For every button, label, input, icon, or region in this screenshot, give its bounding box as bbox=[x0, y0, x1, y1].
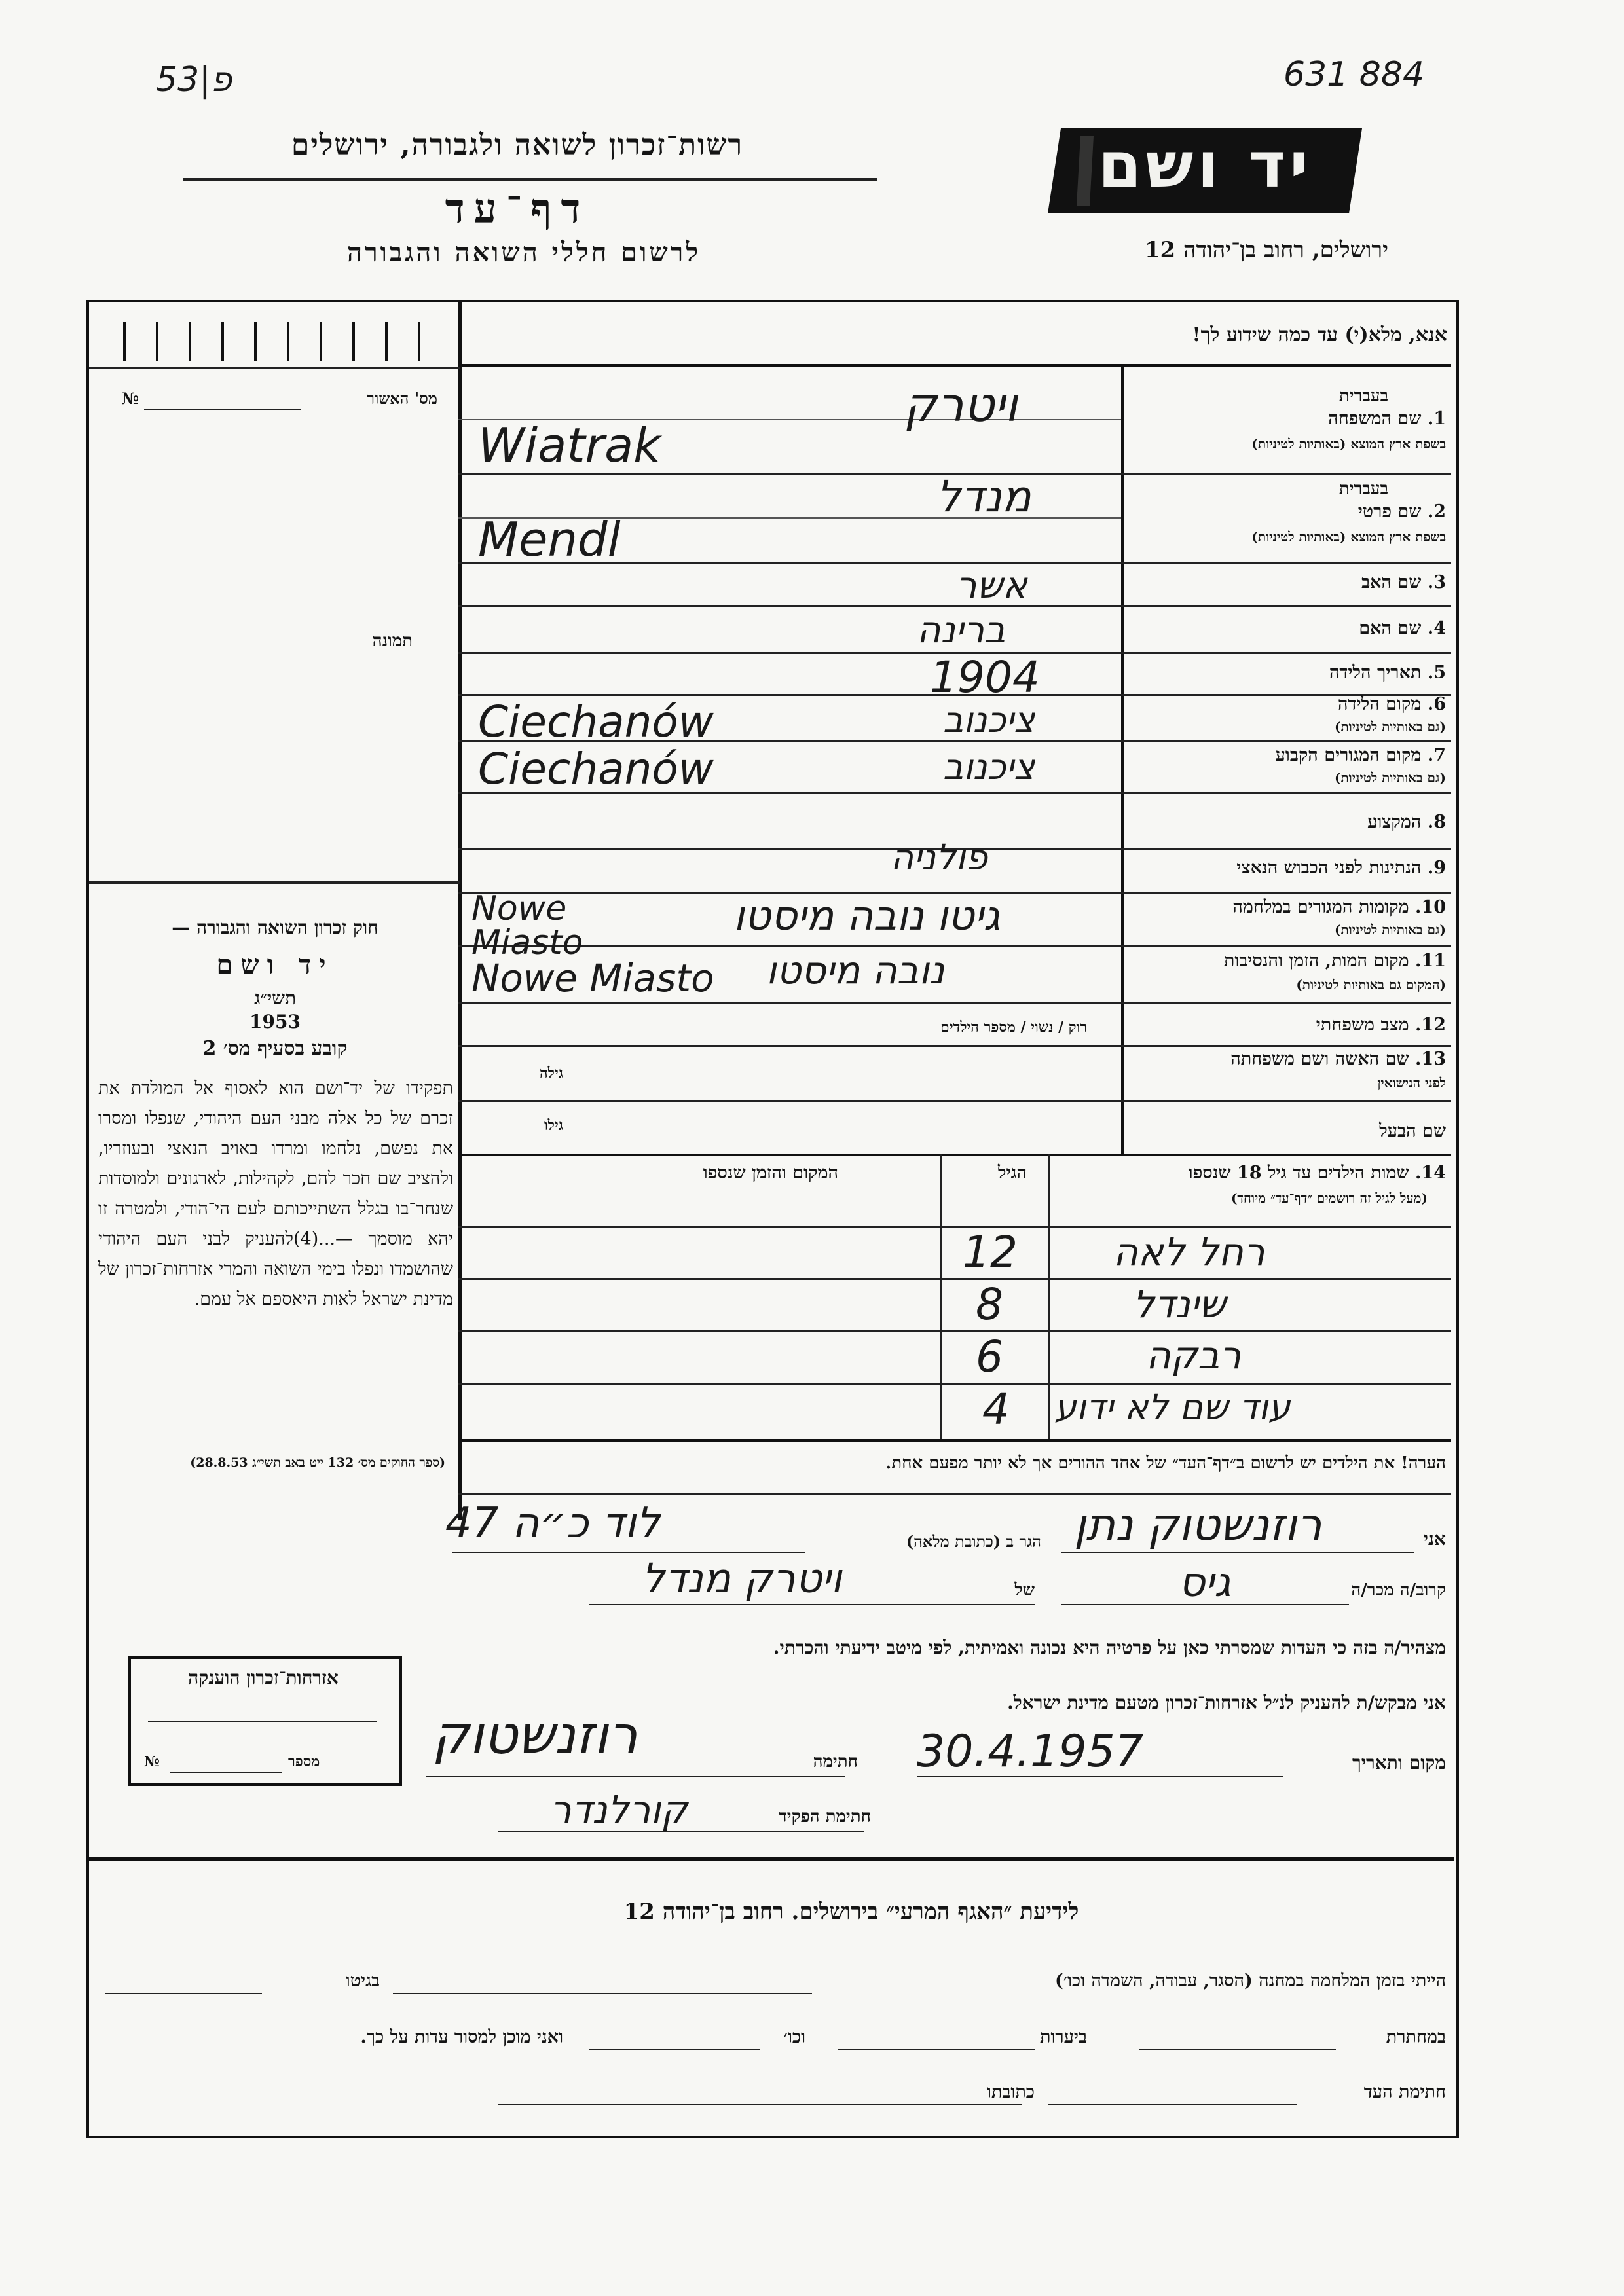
field4-value: ברינה bbox=[917, 609, 1006, 651]
field12-options: רוק / נשוי / מספר הילדים bbox=[940, 1019, 1087, 1036]
clerk-signature-value: קורלנדר bbox=[550, 1787, 688, 1832]
field2-sub: בשפת ארץ המוצא (באותיות לטיניות) bbox=[1251, 529, 1446, 545]
children-name-divider bbox=[1048, 1154, 1050, 1442]
field10-sub: (גם באותיות לטיניות) bbox=[1334, 922, 1446, 938]
children-age-header: הגיל bbox=[997, 1163, 1027, 1183]
field9-text: הנתינות לפני הכבוש הנאצי bbox=[1236, 858, 1422, 878]
field4-num: 4. bbox=[1427, 618, 1446, 638]
partisan-line1-end: בגיטו bbox=[345, 1971, 380, 1991]
law-name: יד ושם bbox=[216, 949, 334, 980]
field12-num: 12. bbox=[1415, 1015, 1446, 1035]
field4-text: שם האם bbox=[1359, 618, 1422, 638]
child3-age: 6 bbox=[976, 1332, 1003, 1382]
field2-value-latin: Mendl bbox=[478, 512, 621, 567]
field2-label bbox=[1358, 501, 1446, 522]
witness-address-blank bbox=[498, 2104, 1022, 2105]
field6-value-latin: Ciechanów bbox=[478, 697, 714, 747]
field11-label bbox=[1224, 951, 1446, 971]
of-line bbox=[589, 1604, 1035, 1605]
field9-value: פולניה bbox=[891, 837, 988, 878]
date-value: 30.4.1957 bbox=[917, 1726, 1144, 1777]
field6-label bbox=[1338, 694, 1446, 714]
field13-sub: לפני הנישואין bbox=[1377, 1075, 1446, 1091]
row-rule-12 bbox=[458, 1045, 1451, 1047]
memorial-number-mark: № bbox=[144, 1753, 160, 1770]
child2-age: 8 bbox=[976, 1279, 1003, 1330]
child4-age: 4 bbox=[982, 1384, 1010, 1434]
signature-value: רוזנשטוק bbox=[432, 1705, 638, 1766]
partisan-line1: הייתי בזמן המלחמה במחנה (הסגר, עבודה, השמדה וכו׳) bbox=[1055, 1971, 1446, 1991]
field10-value-latin: Nowe Miasto bbox=[471, 889, 583, 962]
photo-label: תמונה bbox=[372, 631, 413, 651]
child2-name: שינדל bbox=[1133, 1282, 1226, 1326]
relation-label: קרוב/ה מכר/ה bbox=[1351, 1580, 1446, 1600]
field9-label bbox=[1236, 858, 1446, 878]
declarant-name: רוזנשטוק נתן bbox=[1074, 1499, 1322, 1551]
field3-label bbox=[1361, 572, 1446, 592]
declarant-name-line bbox=[1061, 1552, 1414, 1553]
children-note: הערה! את הילדים יש לרשום ב״דף־העד״ של אחד ההורים אך לא יותר מפעם אחת. bbox=[885, 1453, 1446, 1473]
field5-num: 5. bbox=[1427, 663, 1446, 683]
field12-label bbox=[1316, 1015, 1446, 1035]
wife-age-label: גילה bbox=[540, 1065, 563, 1082]
yad-vashem-logo bbox=[1041, 122, 1369, 220]
field10-num: 10. bbox=[1415, 897, 1446, 917]
field7-value-latin: Ciechanów bbox=[478, 744, 714, 794]
field6-text: מקום הלידה bbox=[1338, 694, 1422, 714]
row-rule-3 bbox=[458, 605, 1451, 607]
relation-value: גיס bbox=[1179, 1558, 1231, 1606]
form-title: דף־עד bbox=[445, 185, 590, 232]
field2-value-hebrew: מנדל bbox=[936, 471, 1031, 522]
witness-signature-blank bbox=[1048, 2104, 1297, 2105]
field5-value: 1904 bbox=[930, 652, 1040, 702]
clerk-signature-label: חתימת הפקיד bbox=[779, 1807, 871, 1827]
field8-label bbox=[1367, 812, 1446, 832]
field11-text: מקום המות, הזמן והנסיבות bbox=[1223, 951, 1409, 971]
form-subtitle: לרשום חללי השואה והגבורה bbox=[346, 237, 701, 268]
child-rule-1 bbox=[458, 1278, 1451, 1280]
field5-text: תאריך הלידה bbox=[1329, 663, 1422, 683]
row-rule-14 bbox=[458, 1154, 1451, 1156]
header-address: ירושלים, רחוב בן־יהודה 12 bbox=[1144, 237, 1388, 263]
field8-text: המקצוע bbox=[1367, 812, 1422, 832]
field1-value-latin: Wiatrak bbox=[478, 418, 661, 473]
declarant-address-line bbox=[452, 1552, 805, 1553]
field1-value-hebrew: ויטרק bbox=[904, 377, 1018, 432]
logo-text: יד ושם bbox=[1098, 128, 1312, 202]
field10-label bbox=[1232, 897, 1446, 917]
law-year-hebrew: תשי״ג bbox=[253, 987, 297, 1009]
header-rule bbox=[183, 178, 877, 181]
field12-text: מצב משפחתי bbox=[1316, 1015, 1409, 1035]
law-source: (ספר החוקים מס׳ 132 ייט באב תשי״ג 28.8.53) bbox=[190, 1455, 445, 1470]
field1-num: 1. bbox=[1427, 409, 1446, 429]
field5-label bbox=[1329, 663, 1446, 683]
field6-num: 6. bbox=[1427, 694, 1446, 714]
memorial-certificate-title: אזרחות־זכרון הוענקה bbox=[188, 1667, 339, 1688]
approval-number-line bbox=[144, 409, 301, 410]
field6-value-hebrew: ציכנוב bbox=[943, 699, 1035, 740]
field13-label bbox=[1230, 1049, 1446, 1069]
field7-sub: (גם באותיות לטיניות) bbox=[1334, 770, 1446, 786]
field13-num: 13. bbox=[1415, 1049, 1446, 1069]
approval-number-mark: № bbox=[122, 389, 139, 408]
partisan-rule bbox=[89, 1857, 1454, 1861]
child4-name: עוד שם לא ידוע bbox=[1054, 1387, 1291, 1428]
field3-num: 3. bbox=[1427, 572, 1446, 592]
partisan-ghetto-blank bbox=[105, 1993, 262, 1994]
child1-age: 12 bbox=[963, 1227, 1018, 1277]
field8-num: 8. bbox=[1427, 812, 1446, 832]
law-section: קובע בסעיף מס׳ 2 bbox=[202, 1037, 348, 1060]
labels-column-divider bbox=[1121, 364, 1124, 1156]
partisan-line1-blank bbox=[393, 1993, 812, 1994]
field3-text: שם האב bbox=[1361, 572, 1422, 592]
of-value: ויטרק מנדל bbox=[642, 1554, 842, 1602]
field2-in-hebrew: בעברית bbox=[1338, 479, 1388, 499]
field11-sub: (המקום גם באותיות לטיניות) bbox=[1296, 977, 1446, 993]
field1-text: שם המשפחה bbox=[1328, 409, 1422, 429]
declaration-text: מצהיר/ה בזה כי העדות שמסרתי כאן על פרטיה היא נכונה ואמיתית, לפי מיטב ידיעתי והכרתי. bbox=[773, 1637, 1446, 1658]
note-rule bbox=[458, 1493, 1451, 1495]
field2-text: שם פרטי bbox=[1357, 501, 1422, 522]
request-text: אני מבקש/ת להעניק לנ״ל אזרחות־זכרון מטעם מדינת ישראל. bbox=[1006, 1692, 1446, 1713]
photo-bottom-rule bbox=[89, 881, 460, 884]
form-intro: אנא, מלא(י) עד כמה שידוע לך! bbox=[1192, 323, 1447, 346]
law-title: חוק זכרון השואה והגבורה — bbox=[172, 917, 378, 938]
partisan-underground: במחתרת bbox=[1386, 2027, 1446, 2047]
child1-name: רחל לאה bbox=[1113, 1230, 1265, 1274]
signature-line bbox=[426, 1776, 845, 1777]
child-rule-4 bbox=[458, 1439, 1451, 1442]
law-year: 1953 bbox=[249, 1011, 301, 1032]
child-rule-3 bbox=[458, 1383, 1451, 1385]
declarant-address-label: הגר ב (כתובת מלאה) bbox=[906, 1532, 1041, 1551]
children-sub: (מעל לגיל זה רושמים ״דף־עד״ מיוחד) bbox=[1230, 1190, 1428, 1206]
children-header-rule bbox=[458, 1226, 1451, 1228]
field7-label bbox=[1276, 745, 1446, 765]
approval-ticks bbox=[118, 322, 432, 361]
memorial-number-line bbox=[170, 1772, 282, 1773]
child-rule-2 bbox=[458, 1330, 1451, 1332]
memorial-number-label: מספר bbox=[288, 1753, 320, 1770]
row-rule-13 bbox=[458, 1100, 1451, 1102]
intro-rule bbox=[458, 364, 1451, 367]
partisan-etc: וכו׳ bbox=[783, 2027, 805, 2047]
partisan-forests: ביערות bbox=[1039, 2027, 1087, 2047]
field4-label bbox=[1359, 618, 1446, 638]
field13-text: שם האשה ושם משפחתה bbox=[1230, 1049, 1409, 1069]
children-place-header: המקום והזמן שנספו bbox=[703, 1163, 838, 1183]
children-age-divider bbox=[940, 1154, 942, 1442]
field11-value-latin: Nowe Miasto bbox=[471, 956, 714, 1000]
field10-value-hebrew: גיטו נובה מיסטו bbox=[733, 892, 1001, 939]
children-label: 14. שמות הילדים עד גיל 18 שנספו bbox=[1188, 1163, 1446, 1183]
approval-number-label: מס' האשור bbox=[367, 389, 437, 408]
husband-age-label: גילו bbox=[544, 1117, 563, 1134]
memorial-certificate-line bbox=[148, 1721, 377, 1722]
partisan-underground-blank bbox=[1139, 2049, 1336, 2050]
place-date-label: מקום ותאריך bbox=[1352, 1752, 1446, 1774]
signature-label: חתימה bbox=[813, 1752, 858, 1772]
field10-text: מקומות המגורים במלחמה bbox=[1232, 897, 1409, 917]
law-text: תפקידו של יד־ושם הוא לאסוף אל המולדת את זכרם של כל אלה מבני העם היהודי, שנפלו ומסרו את נפשם, נלחמו ומרדו באויב הנאצי ובעוזריו, ולהציב שם חכר להם, לקהילות, לארגונים ולמוסדות שנחר־בו בגלל השתייכותם לעם הי־הודי, ולמטרה זו יהא מוסמך —...(4)להעניק לבני העם היהודי שהושמדו ונפלו בימי השואה והמרי אזרחות־זכרון של מדינת ישראל לאות היאספם אל עמם. bbox=[98, 1078, 453, 1309]
field1-in-hebrew: בעברית bbox=[1338, 386, 1388, 406]
field11-value-hebrew: נובה מיסטו bbox=[766, 948, 945, 993]
partisan-forests-blank bbox=[838, 2049, 1035, 2050]
approval-top-rule bbox=[89, 367, 460, 369]
field11-num: 11. bbox=[1415, 951, 1446, 971]
declarant-address: לוד כ״ה 47 bbox=[445, 1499, 660, 1548]
row-rule-10 bbox=[458, 945, 1451, 947]
field1-sub: בשפת ארץ המוצא (באותיות לטיניות) bbox=[1251, 436, 1446, 452]
declarant-i-label: אני bbox=[1423, 1528, 1446, 1550]
field3-value: אשר bbox=[956, 564, 1027, 607]
witness-address-label: כתובתו bbox=[987, 2082, 1035, 2102]
witness-signature-label: חתימת העד bbox=[1363, 2082, 1446, 2102]
husband-label: שם הבעל bbox=[1379, 1121, 1446, 1141]
field2-num: 2. bbox=[1427, 501, 1446, 522]
field6-sub: (גם באותיות לטיניות) bbox=[1334, 719, 1446, 735]
row-rule-11 bbox=[458, 1002, 1451, 1004]
of-label: של bbox=[1014, 1580, 1035, 1600]
partisan-willing: ואני מוכן למסור עדות על כך. bbox=[360, 2027, 563, 2047]
partisan-etc-blank bbox=[589, 2049, 760, 2050]
left-column-divider bbox=[458, 302, 462, 1520]
org-name: רשות־זכרון לשואה ולגבורה, ירושלים bbox=[291, 128, 744, 162]
corner-number-right: 631 884 bbox=[1283, 55, 1425, 94]
corner-number-left: 53|פ bbox=[156, 60, 232, 100]
field9-num: 9. bbox=[1427, 858, 1446, 878]
partisan-title: לידיעת ״האגף המרעי״ בירושלים. רחוב בן־יהודה 12 bbox=[623, 1899, 1079, 1925]
child3-name: רבקה bbox=[1146, 1333, 1242, 1377]
field1-label bbox=[1328, 409, 1446, 429]
field7-text: מקום המגורים הקבוע bbox=[1275, 745, 1422, 765]
field7-num: 7. bbox=[1427, 745, 1446, 765]
field7-value-hebrew: ציכנוב bbox=[943, 746, 1035, 788]
